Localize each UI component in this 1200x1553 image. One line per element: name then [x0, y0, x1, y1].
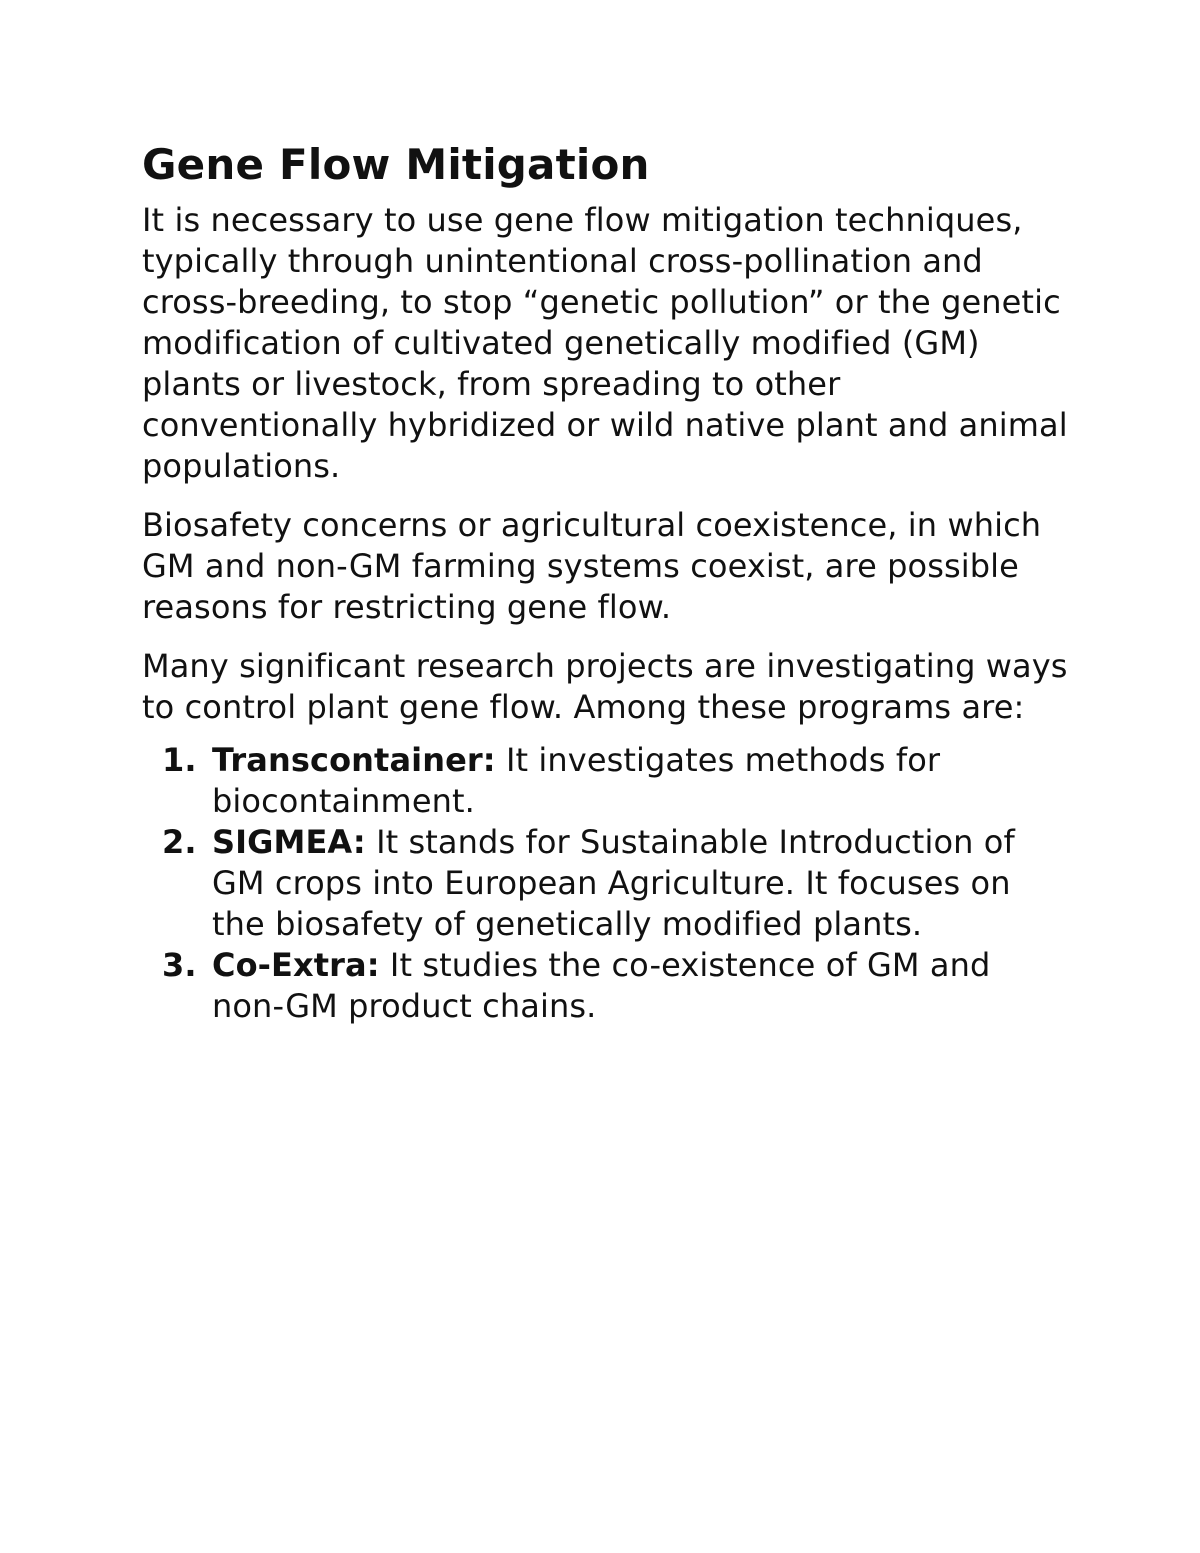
document-page [142, 138, 1072, 1027]
list-item [142, 822, 1072, 945]
page-title: Gene Flow Mitigation [142, 140, 650, 189]
paragraph-research: Many significant research projects are investigating ways to control plant gene flow. Among these programs are: [142, 647, 1068, 726]
program-description: It stands for Sustainable Introduction of GM crops into European Agriculture. It focuses on the biosafety of genetically modified plants. [212, 823, 1015, 943]
program-name: Co-Extra: [212, 946, 380, 984]
program-name: Transcontainer: [212, 741, 496, 779]
program-description: It studies the co-existence of GM and non-GM product chains. [212, 946, 991, 1025]
list-item-number: 1. [162, 741, 197, 779]
list-item [142, 945, 1072, 1027]
list-item [142, 740, 1072, 822]
paragraph-reasons: Biosafety concerns or agricultural coexistence, in which GM and non-GM farming systems coexist, are possible reasons for restricting gene flow. [142, 506, 1042, 626]
paragraph-intro: It is necessary to use gene flow mitigation techniques, typically through unintentional cross-pollination and cross-breeding, to stop “genetic pollution” or the genetic modification of cultivated genetically modified (GM) plants or livestock, from spreading to other conventionally hybridized or wild native plant and animal populations. [142, 201, 1068, 485]
program-name: SIGMEA: [212, 823, 366, 861]
programs-list [142, 740, 1072, 1027]
list-item-number: 3. [162, 946, 197, 984]
list-item-number: 2. [162, 823, 197, 861]
program-description: It investigates methods for biocontainment. [212, 741, 941, 820]
